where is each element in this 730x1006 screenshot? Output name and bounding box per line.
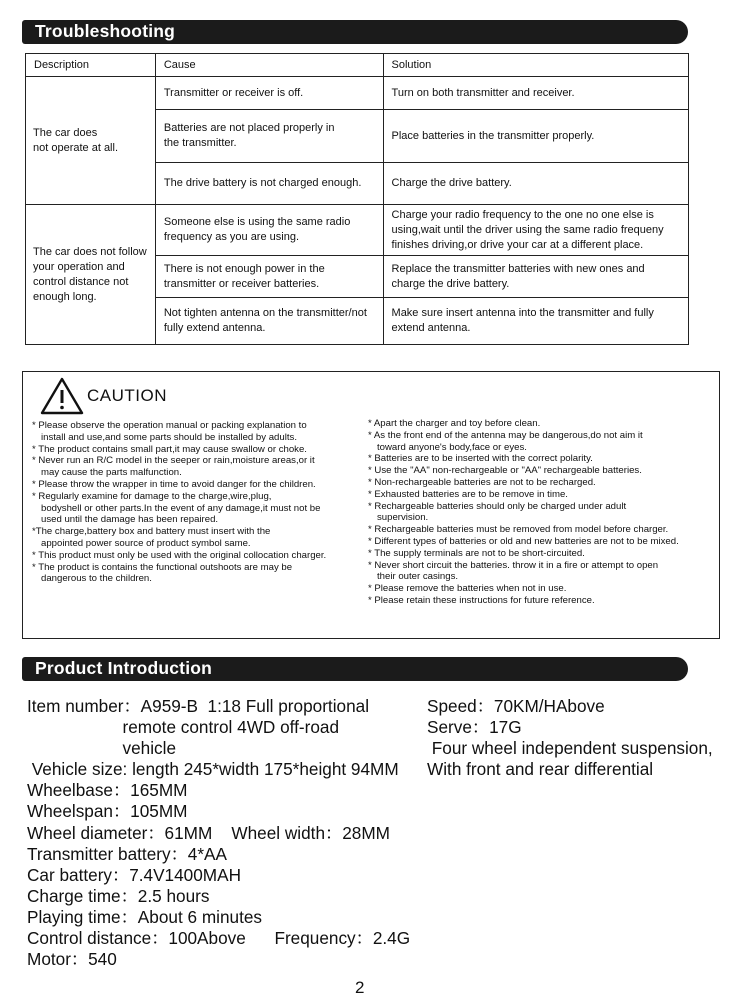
table-header-row [26,54,689,77]
troubleshooting-banner [22,20,688,44]
table-row [26,205,689,256]
spec-line: Playing time：About 6 minutes [27,906,263,927]
spec-line: Charge time：2.5 hours [27,885,210,906]
spec-line: Item number：A959-B 1:18 Full proportional [27,696,370,716]
caution-item: * Batteries are to be inserted with the correct polarity. [368,453,593,465]
caution-item: * The product contains small part,it may cause swallow or choke. [32,443,307,455]
cell-solution: Charge your radio frequency to the one no one else is using,wait until the driver using the same radio frequeny finishes driving,or drive your car at a different place. [383,205,688,256]
header-cause: Cause [155,54,383,77]
spec-line: Wheel diameter：61MM Wheel width：28MM [27,822,390,843]
caution-item: * Different types of batteries or old and new batteries are not to be mixed. [368,535,679,547]
product-title: Product Introduction [35,658,213,678]
cell-solution: Place batteries in the transmitter properly. [383,110,688,163]
caution-item: * Regularly examine for damage to the charge,wire,plug, bodyshell or other parts.In the event of any damage,it must not be used until the damage has been repaired. [32,490,321,526]
caution-item: * Never short circuit the batteries. throw it in a fire or attempt to open their outer casings. [368,559,659,583]
cell-solution: Replace the transmitter batteries with new ones and charge the drive battery. [383,256,688,298]
caution-title: CAUTION [87,386,167,405]
spec-line: Wheelspan：105MM [27,801,188,822]
cell-cause: The drive battery is not charged enough. [155,163,383,205]
caution-item: * As the front end of the antenna may be dangerous,do not aim it toward anyone's body,face or eyes. [368,429,643,453]
spec-line: remote control 4WD off-road [27,717,340,738]
caution-item: * Rechargeable batteries should only be charged under adult supervision. [368,500,627,524]
cell-description: The car does not follow your operation and control distance not enough long. [26,205,156,345]
cell-cause: Transmitter or receiver is off. [155,77,383,110]
spec-line: Car battery：7.4V1400MAH [27,864,241,885]
caution-item: * The supply terminals are not to be short-circuited. [368,547,585,559]
cell-solution: Turn on both transmitter and receiver. [383,77,688,110]
caution-item: * Rechargeable batteries must be removed from model before charger. [368,524,669,536]
caution-item: * Non-rechargeable batteries are not to be recharged. [368,476,596,488]
spec-line: Wheelbase：165MM [27,780,188,801]
troubleshooting-title: Troubleshooting [35,21,176,41]
product-specs-right [427,696,713,780]
spec-line: Serve：17G [427,717,522,738]
spec-line: Motor：540 [27,949,117,970]
caution-item: * This product must only be used with the original collocation charger. [32,549,327,561]
caution-box [22,371,720,639]
cell-cause: Someone else is using the same radio frequency as you are using. [155,205,383,256]
cell-solution: Charge the drive battery. [383,163,688,205]
cell-cause: Not tighten antenna on the transmitter/not fully extend antenna. [155,298,383,345]
cell-cause: Batteries are not placed properly in the transmitter. [155,110,383,163]
header-solution: Solution [383,54,688,77]
caution-item: * Never run an R/C model in the seeper or rain,moisture areas,or it may cause the parts malfunction. [32,455,315,479]
caution-item: * Exhausted batteries are to be remove in time. [368,488,568,500]
spec-line: Vehicle size: length 245*width 175*height 94MM [27,759,399,780]
cell-solution: Make sure insert antenna into the transmitter and fully extend antenna. [383,298,688,345]
caution-item: * Please observe the operation manual or packing explanation to install and use,and some parts should be installed by adults. [32,420,307,443]
caution-item: * Apart the charger and toy before clean. [368,418,541,429]
spec-line: With front and rear differential [427,759,654,780]
caution-item: * The product is contains the functional outshoots are may be dangerous to the children. [32,561,293,585]
caution-list-right [368,418,718,607]
page-number: 2 [355,978,365,997]
caution-item: * Please throw the wrapper in time to avoid danger for the children. [32,478,316,490]
caution-list-left [32,420,372,585]
product-specs-left [27,696,410,970]
warning-triangle-icon [39,376,85,416]
spec-line: vehicle [27,738,177,759]
cell-cause: There is not enough power in the transmitter or receiver batteries. [155,256,383,298]
header-description: Description [26,54,156,77]
table-row [26,77,689,110]
spec-line: Transmitter battery：4*AA [27,843,227,864]
caution-item: *The charge,battery box and battery must insert with the appointed power source of product symbol same. [32,526,271,549]
caution-item: * Please remove the batteries when not in use. [368,583,567,595]
product-banner [22,657,688,681]
caution-item: * Use the "AA" non-rechargeable or "AA" rechargeable batteries. [368,465,642,477]
caution-item: * Please retain these instructions for future reference. [368,594,595,606]
cell-description: The car does not operate at all. [26,77,156,205]
troubleshooting-table [25,53,689,345]
spec-line: Speed：70KM/HAbove [427,696,605,716]
spec-line: Control distance：100Above Frequency：2.4G [27,928,411,949]
spec-line: Four wheel independent suspension, [427,738,713,759]
